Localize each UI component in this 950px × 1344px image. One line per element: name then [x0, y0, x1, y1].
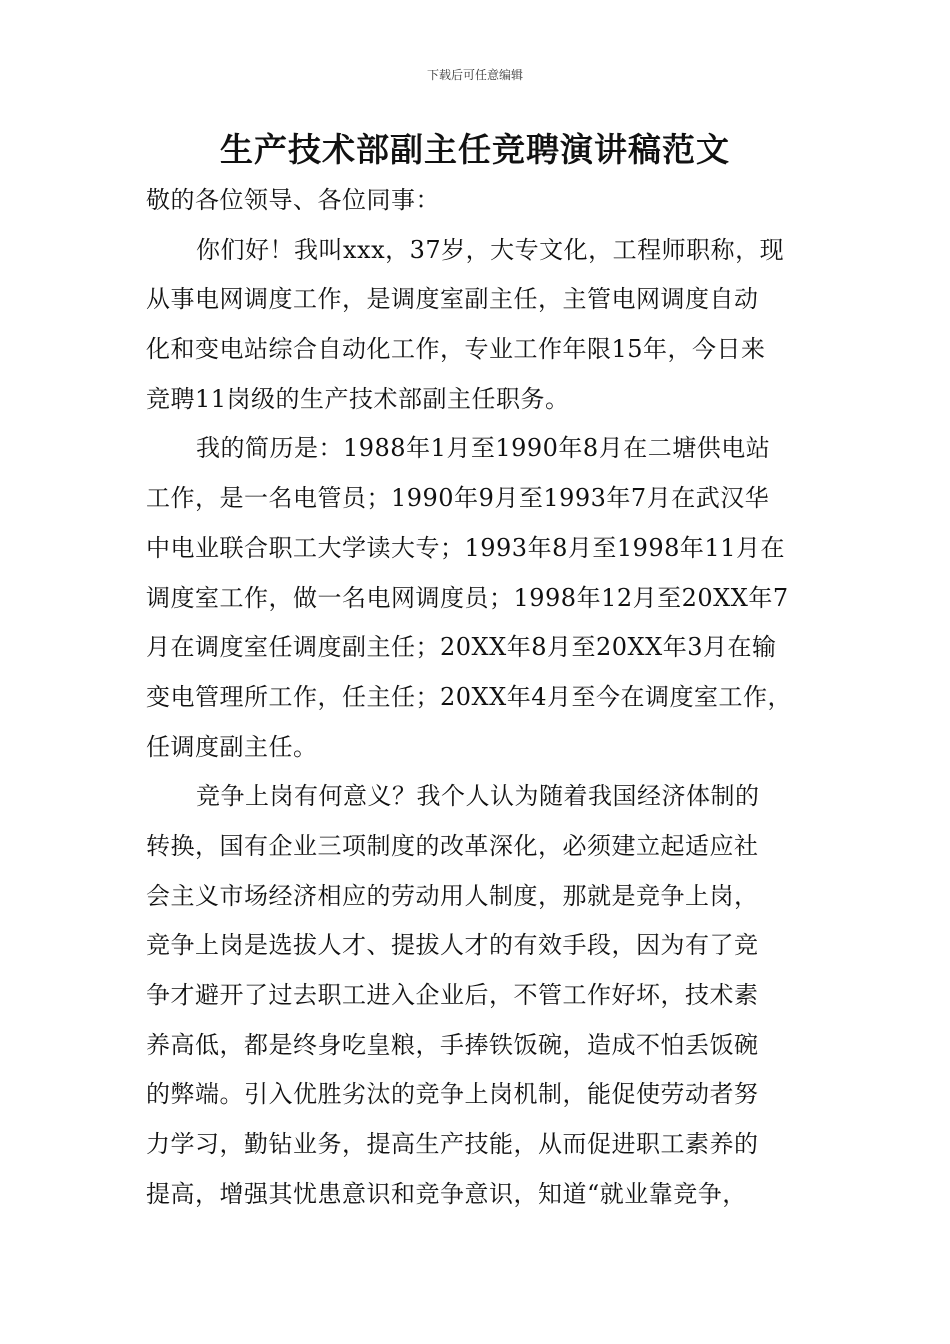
header-note: 下载后可任意编辑 [426, 68, 523, 82]
paragraph-line: 力学习，勤钻业务，提高生产技能，从而促进职工素养的 [146, 1130, 759, 1159]
paragraph-line: 会主义市场经济相应的劳动用人制度，那就是竞争上岗， [146, 881, 759, 910]
paragraph-line: 变电管理所工作，任主任；20XX年4月至今在调度室工作， [146, 682, 792, 711]
paragraph-line: 任调度副主任。 [146, 732, 318, 761]
paragraph-line: 调度室工作，做一名电网调度员；1998年12月至20XX年7 [146, 583, 789, 612]
paragraph-line: 月在调度室任调度副主任；20XX年8月至20XX年3月在输 [146, 633, 777, 662]
salutation-line: 敬的各位领导、各位同事： [146, 186, 440, 214]
paragraph-line: 转换，国有企业三项制度的改革深化，必须建立起适应社 [146, 831, 759, 860]
document-title: 生产技术部副主任竞聘演讲稿范文 [220, 130, 730, 169]
paragraph-line: 工作，是一名电管员；1990年9月至1993年7月在武汉华 [146, 484, 770, 513]
paragraph-line: 我的简历是：1988年1月至1990年8月在二塘供电站 [196, 434, 771, 463]
paragraph-line: 养高低，都是终身吃皇粮，手捧铁饭碗，造成不怕丢饭碗 [146, 1030, 759, 1059]
paragraph-line: 竞争上岗有何意义？我个人认为随着我国经济体制的 [196, 782, 760, 811]
paragraph-line: 的弊端。引入优胜劣汰的竞争上岗机制，能促使劳动者努 [146, 1080, 759, 1109]
paragraph-line: 争才避开了过去职工进入企业后，不管工作好坏，技术素 [146, 981, 759, 1009]
paragraph-line: 竞争上岗是选拔人才、提拔人才的有效手段，因为有了竞 [146, 931, 759, 960]
paragraph-line: 提高，增强其忧患意识和竞争意识，知道“就业靠竞争， [146, 1179, 747, 1208]
paragraph-line: 你们好！我叫xxx，37岁，大专文化，工程师职称，现 [196, 235, 785, 264]
paragraph-line: 化和变电站综合自动化工作，专业工作年限15年，今日来 [146, 335, 766, 364]
paragraph-line: 竞聘11岗级的生产技术部副主任职务。 [146, 384, 570, 413]
paragraph-line: 中电业联合职工大学读大专；1993年8月至1998年11月在 [146, 533, 785, 562]
paragraph-line: 从事电网调度工作，是调度室副主任，主管电网调度自动 [146, 285, 759, 314]
document-body [146, 176, 832, 1219]
